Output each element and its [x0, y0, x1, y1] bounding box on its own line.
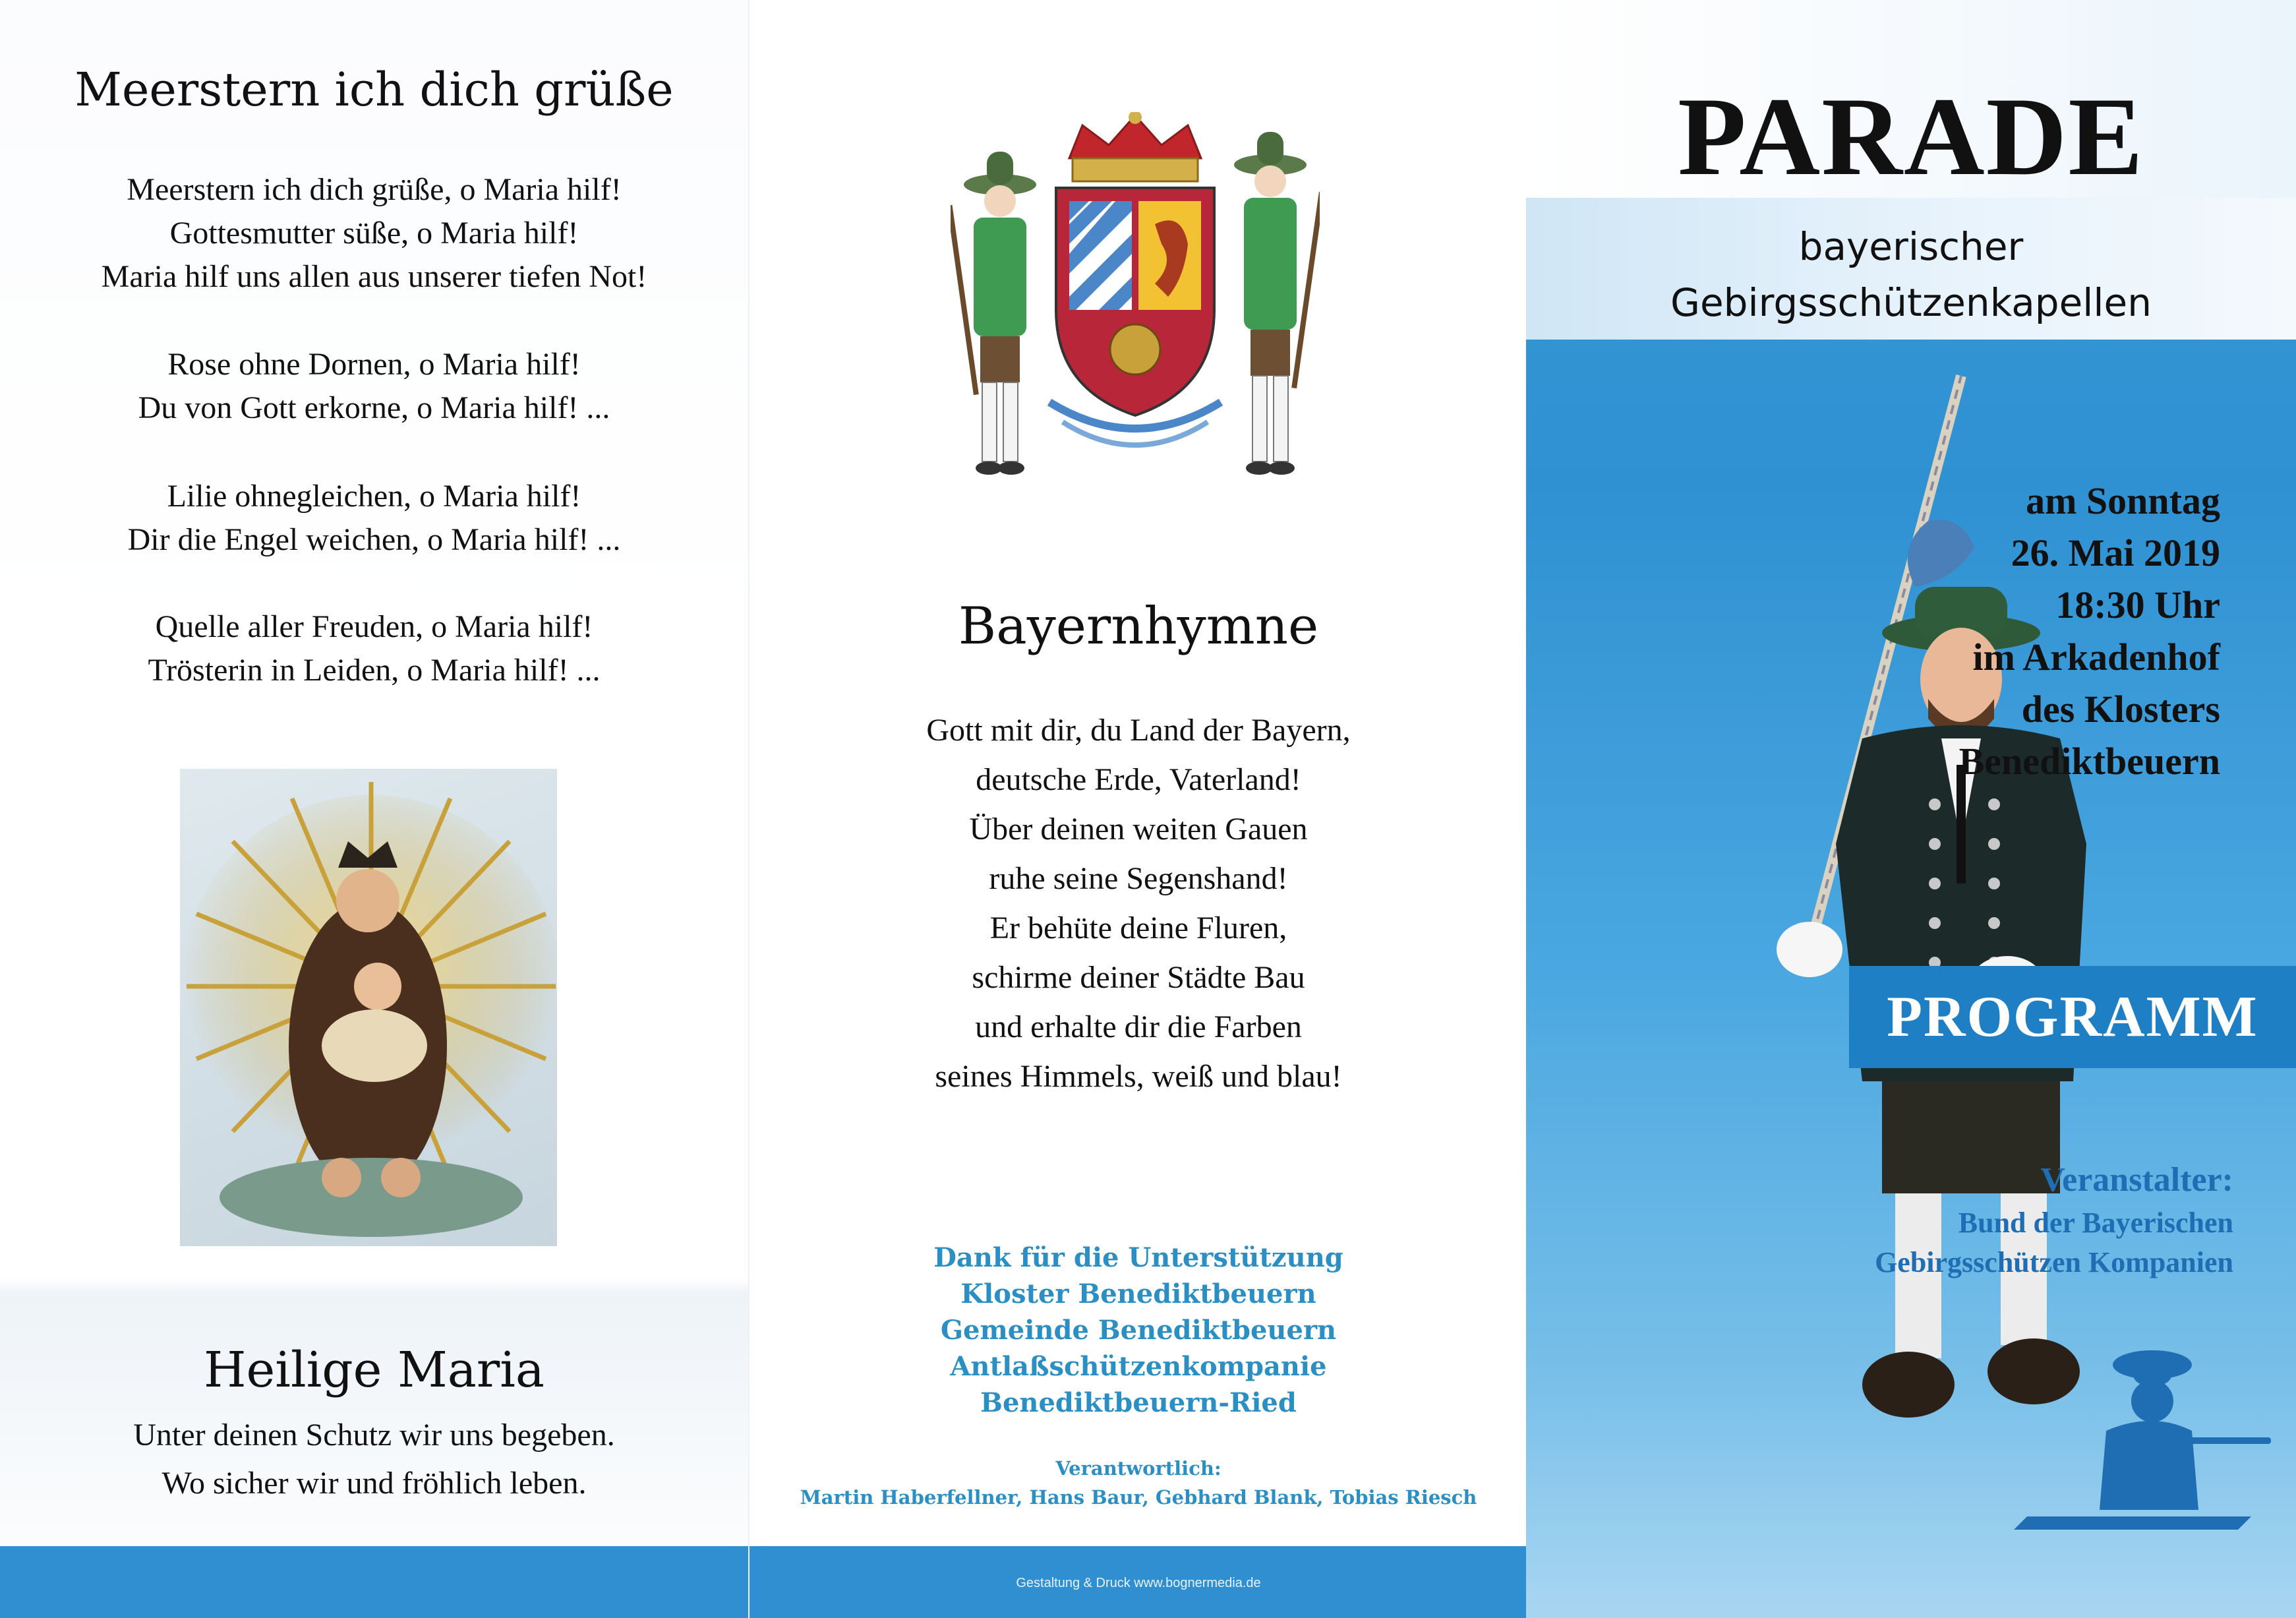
hymn-line: Gott mit dir, du Land der Bayern, — [926, 713, 1351, 748]
event-line: 26. Mai 2019 — [2011, 531, 2220, 574]
right-panel — [1526, 0, 2296, 1618]
organizer-label: Veranstalter: — [2040, 1161, 2233, 1199]
song-title: Meerstern ich dich grüße — [74, 63, 674, 117]
thanks-line: Dank für die Unterstützung — [933, 1242, 1343, 1273]
hymn-line: seines Himmels, weiß und blau! — [935, 1059, 1342, 1094]
verse-line: Gottesmutter süße, o Maria hilf! — [169, 216, 579, 251]
hymn-line: schirme deiner Städte Bau — [972, 960, 1305, 995]
verse-line: Du von Gott erkorne, o Maria hilf! ... — [138, 390, 610, 425]
event-line: Benediktbeuern — [1958, 740, 2220, 783]
bavarian-coat-of-arms-icon — [951, 112, 1320, 488]
hymn-title: Bayernhymne — [958, 597, 1319, 656]
organizer-name — [1875, 1203, 2233, 1282]
thanks-line: Benediktbeuern-Ried — [980, 1387, 1297, 1418]
bottom-band — [0, 1546, 748, 1618]
stanza-1 — [0, 168, 748, 299]
prayer-line: Unter deinen Schutz wir uns begeben. — [133, 1418, 615, 1453]
stanza-4 — [0, 605, 748, 692]
verse-line: Meerstern ich dich grüße, o Maria hilf! — [127, 172, 622, 207]
hymn-line: Er behüte deine Fluren, — [989, 911, 1287, 945]
event-details — [1959, 475, 2220, 787]
thanks-line: Gemeinde Benediktbeuern — [940, 1315, 1337, 1346]
organizer-line: Bund der Bayerischen — [1958, 1207, 2233, 1239]
verse-line: Dir die Engel weichen, o Maria hilf! ... — [127, 522, 621, 557]
gebirgsschuetzen-logo-icon — [2001, 1338, 2278, 1536]
subtitle-line-2: Gebirgsschützenkapellen — [1670, 280, 2152, 325]
hymn-line: deutsche Erde, Vaterland! — [976, 762, 1301, 797]
main-title: PARADE — [1678, 75, 2144, 198]
event-line: 18:30 Uhr — [2055, 584, 2220, 626]
verse-line: Rose ohne Dornen, o Maria hilf! — [167, 347, 581, 382]
print-credit: Gestaltung & Druck www.bognermedia.de — [1016, 1576, 1261, 1590]
left-panel — [0, 0, 748, 1618]
prayer-text — [0, 1411, 748, 1507]
hymn-text — [750, 705, 1527, 1101]
responsible-names: Martin Haberfellner, Hans Baur, Gebhard Blank, Tobias Riesch — [800, 1486, 1477, 1509]
bottom-band — [1526, 1546, 2296, 1618]
event-line: des Klosters — [2021, 688, 2220, 731]
programm-label: PROGRAMM — [1887, 985, 2258, 1049]
responsible-block — [750, 1454, 1527, 1512]
thanks-line: Antlaßschützenkompanie — [950, 1351, 1327, 1382]
hymn-line: ruhe seine Segenshand! — [989, 861, 1288, 896]
prayer-line: Wo sicher wir und fröhlich leben. — [162, 1466, 587, 1501]
event-line: am Sonntag — [2026, 479, 2220, 522]
madonna-statue-image — [180, 769, 557, 1246]
stanza-3 — [0, 475, 748, 562]
thanks-line: Kloster Benediktbeuern — [960, 1278, 1316, 1309]
verse-line: Quelle aller Freuden, o Maria hilf! — [155, 609, 593, 644]
verse-line: Lilie ohnegleichen, o Maria hilf! — [167, 479, 581, 514]
verse-line: Trösterin in Leiden, o Maria hilf! ... — [148, 653, 601, 688]
subtitle-line-1: bayerischer — [1798, 224, 2024, 269]
organizer-line: Gebirgsschützen Kompanien — [1875, 1246, 2233, 1278]
stanza-2 — [0, 343, 748, 430]
event-line: im Arkadenhof — [1972, 636, 2220, 678]
thanks-block — [750, 1240, 1527, 1421]
verse-line: Maria hilf uns allen aus unserer tiefen Not! — [101, 259, 647, 294]
hymn-line: und erhalte dir die Farben — [975, 1009, 1302, 1044]
madonna-icon — [180, 769, 557, 1246]
responsible-label: Verantwortlich: — [1055, 1457, 1222, 1480]
prayer-title: Heilige Maria — [203, 1342, 545, 1398]
middle-panel — [748, 0, 1529, 1618]
hymn-line: Über deinen weiten Gauen — [969, 812, 1308, 847]
